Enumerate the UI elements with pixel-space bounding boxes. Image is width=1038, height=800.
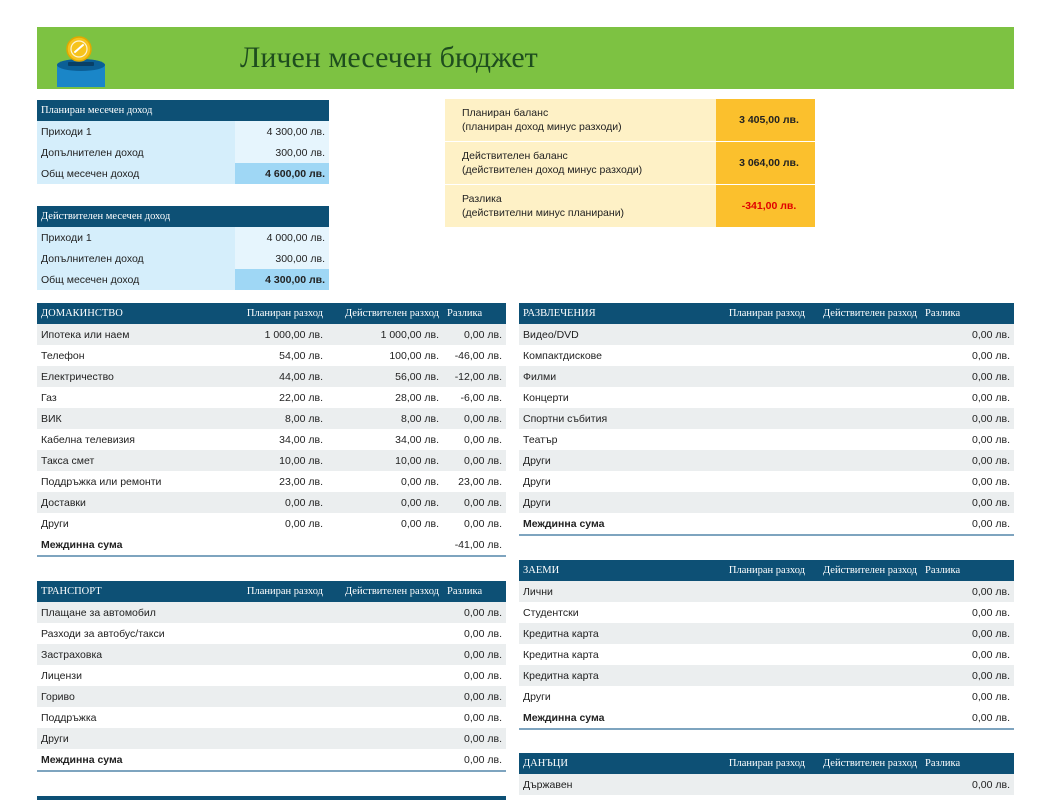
row-label: Театър [523,433,558,446]
actual-income-header: Действителен месечен доход [37,206,329,227]
actual-cell[interactable] [809,644,921,665]
planned-cell[interactable] [717,774,809,795]
income-total-value[interactable]: 4 600,00 лв. [235,163,329,184]
table-row [519,686,1014,707]
table-row [37,345,506,366]
actual-column-header: Действителен разход [809,303,921,324]
planned-cell[interactable] [227,602,327,623]
table-row [37,429,506,450]
diff-cell[interactable]: -46,00 лв. [454,349,502,362]
table-row [37,707,506,728]
planned-cell[interactable] [717,665,809,686]
actual-column-header: Действителен разход [809,560,921,581]
planned-cell[interactable] [717,492,809,513]
row-label: Лицензи [41,669,82,682]
planned-cell[interactable] [717,345,809,366]
diff-cell[interactable]: -6,00 лв. [460,391,502,404]
planned-cell[interactable] [717,623,809,644]
planned-cell[interactable] [717,324,809,345]
planned-cell[interactable] [227,728,327,749]
diff-cell[interactable]: 0,00 лв. [972,433,1010,446]
diff-cell[interactable]: 0,00 лв. [921,665,1014,686]
actual-cell[interactable]: 28,00 лв. [395,391,439,404]
actual-cell[interactable] [327,707,443,728]
diff-cell[interactable]: 0,00 лв. [921,581,1014,602]
balance-label: Действителен баланс (действителен доход минус разходи) [445,142,716,185]
household-header: ДОМАКИНСТВО [37,303,227,324]
diff-cell[interactable]: 0,00 лв. [921,366,1014,387]
row-label: Газ [41,391,57,404]
actual-cell[interactable] [809,450,921,471]
actual-cell[interactable] [809,665,921,686]
diff-cell[interactable]: 0,00 лв. [972,606,1010,619]
balance-label: Планиран баланс (планиран доход минус разходи) [445,99,716,142]
row-label: Други [523,690,551,703]
balance-label: Разлика (действителни минус планирани) [445,185,716,228]
diff-cell[interactable]: 0,00 лв. [443,644,506,665]
row-label: Концерти [523,391,569,404]
row-label: Ипотека или наем [37,324,227,345]
title-banner [37,27,1014,89]
planned-cell[interactable] [717,686,809,707]
actual-cell[interactable]: 0,00 лв. [401,517,439,530]
difference-balance-value[interactable]: -341,00 лв. [716,185,815,228]
actual-cell[interactable] [327,644,443,665]
actual-cell[interactable]: 1 000,00 лв. [327,324,443,345]
table-row [37,366,506,387]
table-row [37,665,506,686]
planned-income-header: Планиран месечен доход [37,100,329,121]
next-section-header-edge [37,796,506,800]
table-row [37,728,506,749]
diff-cell[interactable]: 0,00 лв. [464,627,502,640]
actual-cell[interactable] [327,728,443,749]
diff-cell[interactable]: 0,00 лв. [443,450,506,471]
diff-cell[interactable]: 0,00 лв. [464,433,502,446]
income-value[interactable]: 300,00 лв. [235,142,329,163]
planned-cell[interactable] [717,581,809,602]
subtotal-label: Междинна сума [37,749,227,771]
table-row [519,324,1014,345]
row-label: Кредитна карта [523,648,599,661]
diff-column-header: Разлика [921,560,1014,581]
row-label: Електричество [37,366,227,387]
table-row [519,471,1014,492]
row-label: Доставки [37,492,227,513]
taxes-table [519,753,1014,795]
table-row [519,665,1014,686]
actual-cell[interactable] [327,686,443,707]
planned-cell[interactable] [227,665,327,686]
planned-column-header: Планиран разход [717,560,809,581]
table-row [37,492,506,513]
table-row [37,513,506,534]
actual-cell[interactable]: 8,00 лв. [327,408,443,429]
diff-cell[interactable]: 23,00 лв. [458,475,502,488]
table-row [519,581,1014,602]
row-label: Поддръжка [41,711,97,724]
subtotal-row [519,707,1014,729]
taxes-header: ДАНЪЦИ [519,753,717,774]
planned-cell[interactable] [717,387,809,408]
planned-income-table [37,100,329,184]
actual-cell[interactable] [327,623,443,644]
page-title: Личен месечен бюджет [240,41,538,74]
planned-cell[interactable]: 10,00 лв. [227,450,327,471]
planned-cell[interactable] [227,623,327,644]
planned-cell[interactable] [227,686,327,707]
planned-cell[interactable]: 1 000,00 лв. [227,324,327,345]
transport-header: ТРАНСПОРТ [37,581,227,602]
diff-cell[interactable]: 0,00 лв. [921,774,1014,795]
planned-cell[interactable]: 54,00 лв. [279,349,323,362]
actual-cell[interactable] [809,686,921,707]
table-row [519,345,1014,366]
diff-cell[interactable]: 0,00 лв. [921,324,1014,345]
table-row [37,686,506,707]
row-label: Компактдискове [523,349,602,362]
diff-column-header: Разлика [443,303,506,324]
subtotal-label: Междинна сума [37,534,227,556]
income-label: Приходи 1 [37,227,235,248]
diff-cell[interactable]: 0,00 лв. [443,602,506,623]
table-row [37,450,506,471]
actual-cell[interactable]: 0,00 лв. [327,492,443,513]
income-value[interactable]: 4 000,00 лв. [235,227,329,248]
subtotal-value: 0,00 лв. [921,707,1014,729]
subtotal-label: Междинна сума [519,513,717,535]
actual-cell[interactable] [327,602,443,623]
row-label: Други [519,492,717,513]
planned-cell[interactable] [717,450,809,471]
household-table [37,303,506,557]
coin-jar-icon [55,35,107,87]
actual-cell[interactable] [809,345,921,366]
entertainment-table [519,303,1014,536]
planned-balance-value[interactable]: 3 405,00 лв. [716,99,815,142]
subtotal-row [37,749,506,771]
income-label: Допълнителен доход [37,248,235,269]
actual-balance-value[interactable]: 3 064,00 лв. [716,142,815,185]
diff-cell[interactable]: 0,00 лв. [464,711,502,724]
actual-column-header: Действителен разход [327,581,443,602]
row-label: Филми [519,366,717,387]
diff-cell[interactable]: 0,00 лв. [921,492,1014,513]
income-label: Допълнителен доход [37,142,235,163]
row-label: Застраховка [37,644,227,665]
table-row [519,774,1014,795]
actual-cell[interactable] [327,665,443,686]
transport-table [37,581,506,772]
diff-cell[interactable]: 0,00 лв. [443,728,506,749]
table-row [519,644,1014,665]
actual-cell[interactable] [809,602,921,623]
diff-cell[interactable]: 0,00 лв. [443,492,506,513]
actual-cell[interactable]: 56,00 лв. [327,366,443,387]
row-label: Други [37,728,227,749]
actual-cell[interactable] [809,408,921,429]
row-label: Видео/DVD [519,324,717,345]
planned-cell[interactable] [717,644,809,665]
diff-cell[interactable]: 0,00 лв. [443,324,506,345]
actual-cell[interactable]: 10,00 лв. [327,450,443,471]
planned-cell[interactable] [717,408,809,429]
income-value[interactable]: 4 300,00 лв. [235,121,329,142]
row-label: Други [523,475,551,488]
income-total-label: Общ месечен доход [37,163,235,184]
actual-cell[interactable] [809,492,921,513]
table-row [37,408,506,429]
actual-cell[interactable] [809,387,921,408]
row-label: Държавен [519,774,717,795]
subtotal-row [37,534,506,556]
subtotal-row [519,513,1014,535]
row-label: Поддръжка или ремонти [41,475,162,488]
table-row [519,366,1014,387]
diff-cell[interactable]: 0,00 лв. [972,648,1010,661]
subtotal-label: Междинна сума [519,707,717,729]
income-total-label: Общ месечен доход [37,269,235,290]
planned-column-header: Планиран разход [717,303,809,324]
table-row [519,602,1014,623]
actual-column-header: Действителен разход [809,753,921,774]
planned-cell[interactable]: 44,00 лв. [227,366,327,387]
diff-column-header: Разлика [921,753,1014,774]
planned-cell[interactable] [227,707,327,728]
actual-income-table [37,206,329,290]
diff-cell[interactable]: 0,00 лв. [443,686,506,707]
diff-cell[interactable]: 0,00 лв. [972,391,1010,404]
row-label: Кабелна телевизия [41,433,135,446]
row-label: ВИК [37,408,227,429]
table-row [37,387,506,408]
diff-cell[interactable]: 0,00 лв. [921,408,1014,429]
row-label: Лични [519,581,717,602]
diff-cell[interactable]: 0,00 лв. [972,349,1010,362]
loans-table [519,560,1014,730]
table-row [37,623,506,644]
planned-cell[interactable]: 23,00 лв. [279,475,323,488]
planned-column-header: Планиран разход [717,753,809,774]
table-row [519,408,1014,429]
table-row [37,471,506,492]
planned-column-header: Планиран разход [227,303,327,324]
actual-cell[interactable]: 100,00 лв. [389,349,439,362]
row-label: Спортни събития [519,408,717,429]
subtotal-value: 0,00 лв. [921,513,1014,535]
actual-cell[interactable] [809,366,921,387]
row-label: Гориво [37,686,227,707]
actual-cell[interactable] [809,623,921,644]
row-label: Други [519,450,717,471]
subtotal-value: 0,00 лв. [443,749,506,771]
planned-cell[interactable]: 0,00 лв. [285,517,323,530]
planned-cell[interactable] [717,602,809,623]
diff-cell[interactable]: 0,00 лв. [464,517,502,530]
table-row [519,429,1014,450]
loans-header: ЗАЕМИ [519,560,717,581]
diff-cell[interactable]: 0,00 лв. [972,690,1010,703]
row-label: Студентски [523,606,579,619]
planned-cell[interactable] [717,429,809,450]
actual-cell[interactable]: 34,00 лв. [395,433,439,446]
diff-cell[interactable]: 0,00 лв. [443,408,506,429]
table-row [519,492,1014,513]
table-row [519,387,1014,408]
actual-cell[interactable] [809,429,921,450]
actual-cell[interactable] [809,581,921,602]
planned-cell[interactable]: 8,00 лв. [227,408,327,429]
diff-cell[interactable]: 0,00 лв. [921,623,1014,644]
planned-column-header: Планиран разход [227,581,327,602]
row-label: Разходи за автобус/такси [41,627,165,640]
income-total-value[interactable]: 4 300,00 лв. [235,269,329,290]
balance-summary [445,99,815,227]
table-row [37,644,506,665]
table-row [37,602,506,623]
diff-cell[interactable]: -12,00 лв. [443,366,506,387]
actual-column-header: Действителен разход [327,303,443,324]
row-label: Кредитна карта [519,623,717,644]
planned-cell[interactable]: 22,00 лв. [279,391,323,404]
planned-cell[interactable]: 0,00 лв. [227,492,327,513]
diff-cell[interactable]: 0,00 лв. [921,450,1014,471]
entertainment-header: РАЗВЛЕЧЕНИЯ [519,303,717,324]
planned-cell[interactable] [717,471,809,492]
row-label: Такса смет [37,450,227,471]
diff-cell[interactable]: 0,00 лв. [972,475,1010,488]
subtotal-value: -41,00 лв. [443,534,506,556]
row-label: Кредитна карта [519,665,717,686]
row-label: Други [41,517,69,530]
actual-cell[interactable] [809,471,921,492]
income-label: Приходи 1 [37,121,235,142]
diff-column-header: Разлика [443,581,506,602]
income-value[interactable]: 300,00 лв. [235,248,329,269]
table-row [37,324,506,345]
planned-cell[interactable] [717,366,809,387]
actual-cell[interactable] [809,774,921,795]
table-row [519,450,1014,471]
table-row [519,623,1014,644]
row-label: Плащане за автомобил [37,602,227,623]
actual-cell[interactable]: 0,00 лв. [401,475,439,488]
planned-cell[interactable] [227,644,327,665]
diff-cell[interactable]: 0,00 лв. [464,669,502,682]
actual-cell[interactable] [809,324,921,345]
diff-column-header: Разлика [921,303,1014,324]
planned-cell[interactable]: 34,00 лв. [279,433,323,446]
row-label: Телефон [41,349,85,362]
